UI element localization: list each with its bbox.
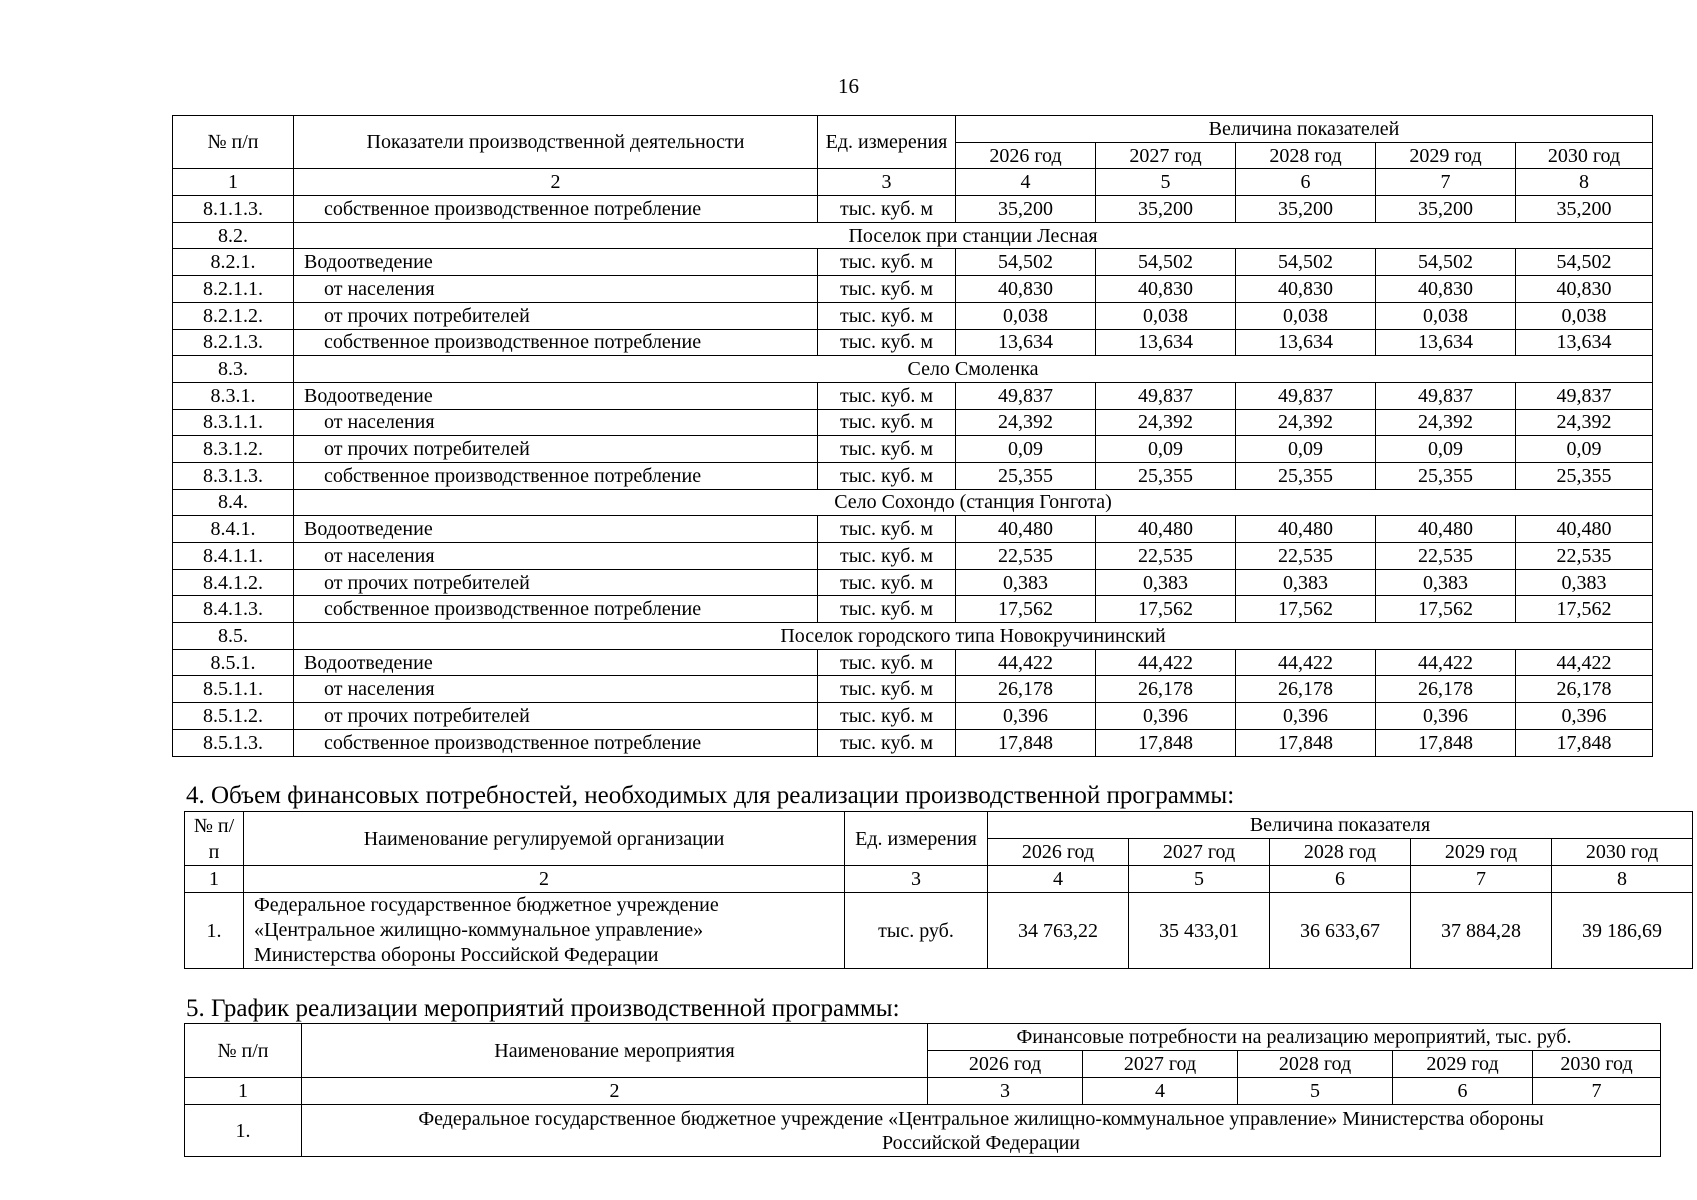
value-cell: 25,355 xyxy=(1096,462,1236,489)
header-year: 2026 год xyxy=(956,142,1096,169)
header-num: № п/п xyxy=(173,116,294,169)
indicator-name: Водоотведение xyxy=(294,649,818,676)
row-num: 8.4.1. xyxy=(173,516,294,543)
indicator-name: Водоотведение xyxy=(294,249,818,276)
indicator-name: от прочих потребителей xyxy=(294,569,818,596)
section-row xyxy=(173,356,1653,383)
value-cell: 40,480 xyxy=(956,516,1096,543)
value-cell: 54,502 xyxy=(1096,249,1236,276)
header-name: Наименование мероприятия xyxy=(302,1024,928,1078)
org-name-line: Федеральное государственное бюджетное учреждение xyxy=(254,894,719,916)
org-name-line: Министерства обороны Российской Федерации xyxy=(254,944,659,966)
row-num: 8.4.1.1. xyxy=(173,543,294,570)
value-cell: 40,480 xyxy=(1236,516,1376,543)
value-cell: 0,383 xyxy=(1376,569,1516,596)
header-year: 2027 год xyxy=(1096,142,1236,169)
value-cell: 54,502 xyxy=(1236,249,1376,276)
value-cell: 25,355 xyxy=(1236,462,1376,489)
col-number: 2 xyxy=(244,866,845,893)
row-num: 8.5. xyxy=(173,623,294,650)
data-row xyxy=(173,249,1653,276)
org-name-merged xyxy=(302,1105,1661,1157)
value-cell: 26,178 xyxy=(1376,676,1516,703)
header-year: 2030 год xyxy=(1533,1051,1661,1078)
value-cell: 22,535 xyxy=(1516,543,1653,570)
value-cell: 26,178 xyxy=(1096,676,1236,703)
value-cell: 49,837 xyxy=(1376,382,1516,409)
value-cell: 24,392 xyxy=(956,409,1096,436)
row-num: 8.5.1.3. xyxy=(173,729,294,756)
indicator-name: собственное производственное потребление xyxy=(294,596,818,623)
col-number: 1 xyxy=(185,1078,302,1105)
value-cell: 13,634 xyxy=(1516,329,1653,356)
value-cell: 0,09 xyxy=(1516,436,1653,463)
header-year: 2030 год xyxy=(1516,142,1653,169)
unit-cell: тыс. куб. м xyxy=(818,596,956,623)
indicator-name: от населения xyxy=(294,409,818,436)
data-row xyxy=(173,276,1653,303)
col-number: 5 xyxy=(1096,169,1236,196)
header-year: 2027 год xyxy=(1129,839,1270,866)
row-num: 1. xyxy=(185,893,244,969)
value-cell: 0,383 xyxy=(1516,569,1653,596)
value-cell: 40,480 xyxy=(1376,516,1516,543)
data-row xyxy=(173,382,1653,409)
value-cell: 25,355 xyxy=(1516,462,1653,489)
value-cell: 0,383 xyxy=(1096,569,1236,596)
value-cell: 39 186,69 xyxy=(1552,893,1693,969)
value-cell: 0,383 xyxy=(1236,569,1376,596)
header-year: 2029 год xyxy=(1411,839,1552,866)
header-num: № п/п xyxy=(185,812,244,866)
indicator-name: от прочих потребителей xyxy=(294,302,818,329)
col-number: 3 xyxy=(845,866,988,893)
header-year: 2028 год xyxy=(1270,839,1411,866)
financial-needs-table xyxy=(184,811,1693,969)
value-cell: 0,09 xyxy=(1376,436,1516,463)
value-cell: 13,634 xyxy=(1236,329,1376,356)
value-cell: 13,634 xyxy=(1096,329,1236,356)
value-cell: 26,178 xyxy=(1516,676,1653,703)
data-row xyxy=(173,436,1653,463)
data-row xyxy=(173,516,1653,543)
col-number: 6 xyxy=(1393,1078,1533,1105)
row-num: 8.5.1.1. xyxy=(173,676,294,703)
value-cell: 25,355 xyxy=(1376,462,1516,489)
row-num: 8.1.1.3. xyxy=(173,196,294,223)
data-row xyxy=(173,703,1653,730)
section-title: Поселок городского типа Новокручининский xyxy=(294,623,1653,650)
indicator-name: собственное производственное потребление xyxy=(294,329,818,356)
value-cell: 0,038 xyxy=(1236,302,1376,329)
unit-cell: тыс. куб. м xyxy=(818,703,956,730)
data-row xyxy=(173,676,1653,703)
row-num: 8.3. xyxy=(173,356,294,383)
indicator-name: от населения xyxy=(294,276,818,303)
unit-cell: тыс. руб. xyxy=(845,893,988,969)
value-cell: 40,830 xyxy=(956,276,1096,303)
org-name xyxy=(244,893,845,969)
value-cell: 0,396 xyxy=(956,703,1096,730)
row-num: 8.4.1.3. xyxy=(173,596,294,623)
header-group: Величина показателя xyxy=(988,812,1693,839)
indicator-name: собственное производственное потребление xyxy=(294,729,818,756)
value-cell: 40,830 xyxy=(1096,276,1236,303)
value-cell: 40,830 xyxy=(1236,276,1376,303)
col-number: 4 xyxy=(988,866,1129,893)
value-cell: 44,422 xyxy=(1096,649,1236,676)
unit-cell: тыс. куб. м xyxy=(818,516,956,543)
row-num: 8.4.1.2. xyxy=(173,569,294,596)
unit-cell: тыс. куб. м xyxy=(818,569,956,596)
col-number: 7 xyxy=(1411,866,1552,893)
org-name-line: «Центральное жилищно-коммунальное управление» xyxy=(254,919,704,941)
header-year: 2029 год xyxy=(1376,142,1516,169)
col-number: 8 xyxy=(1552,866,1693,893)
value-cell: 22,535 xyxy=(1376,543,1516,570)
col-number: 4 xyxy=(1083,1078,1238,1105)
col-number: 1 xyxy=(173,169,294,196)
row-num: 8.4. xyxy=(173,489,294,516)
header-year: 2028 год xyxy=(1236,142,1376,169)
value-cell: 54,502 xyxy=(1376,249,1516,276)
row-num: 8.2.1. xyxy=(173,249,294,276)
value-cell: 17,562 xyxy=(956,596,1096,623)
header-unit: Ед. измерения xyxy=(845,812,988,866)
value-cell: 13,634 xyxy=(956,329,1096,356)
section-row xyxy=(173,623,1653,650)
header-indicator: Показатели производственной деятельности xyxy=(294,116,818,169)
value-cell: 0,09 xyxy=(1096,436,1236,463)
indicator-name: от прочих потребителей xyxy=(294,436,818,463)
row-num: 8.2.1.1. xyxy=(173,276,294,303)
section-title: Село Смоленка xyxy=(294,356,1653,383)
col-number: 2 xyxy=(294,169,818,196)
col-number: 7 xyxy=(1376,169,1516,196)
value-cell: 36 633,67 xyxy=(1270,893,1411,969)
row-num: 8.3.1.2. xyxy=(173,436,294,463)
value-cell: 17,848 xyxy=(1516,729,1653,756)
data-row xyxy=(173,196,1653,223)
value-cell: 0,396 xyxy=(1096,703,1236,730)
section-5-title: 5. График реализации мероприятий производственной программы: xyxy=(186,995,900,1022)
unit-cell: тыс. куб. м xyxy=(818,462,956,489)
value-cell: 49,837 xyxy=(1096,382,1236,409)
value-cell: 40,830 xyxy=(1516,276,1653,303)
row-num: 8.3.1. xyxy=(173,382,294,409)
col-number: 8 xyxy=(1516,169,1653,196)
unit-cell: тыс. куб. м xyxy=(818,249,956,276)
value-cell: 24,392 xyxy=(1516,409,1653,436)
section-row xyxy=(173,222,1653,249)
section-row xyxy=(173,489,1653,516)
value-cell: 24,392 xyxy=(1236,409,1376,436)
value-cell: 34 763,22 xyxy=(988,893,1129,969)
row-num: 8.5.1.2. xyxy=(173,703,294,730)
data-row xyxy=(173,569,1653,596)
indicator-name: от населения xyxy=(294,543,818,570)
value-cell: 40,480 xyxy=(1516,516,1653,543)
header-year: 2028 год xyxy=(1238,1051,1393,1078)
value-cell: 22,535 xyxy=(956,543,1096,570)
value-cell: 40,480 xyxy=(1096,516,1236,543)
value-cell: 0,09 xyxy=(956,436,1096,463)
value-cell: 40,830 xyxy=(1376,276,1516,303)
section-title: Село Сохондо (станция Гонгота) xyxy=(294,489,1653,516)
col-number: 3 xyxy=(818,169,956,196)
schedule-table xyxy=(184,1023,1661,1157)
data-row xyxy=(173,329,1653,356)
value-cell: 0,396 xyxy=(1376,703,1516,730)
value-cell: 44,422 xyxy=(956,649,1096,676)
row-num: 8.5.1. xyxy=(173,649,294,676)
unit-cell: тыс. куб. м xyxy=(818,329,956,356)
row-num: 8.2.1.2. xyxy=(173,302,294,329)
value-cell: 17,848 xyxy=(1236,729,1376,756)
value-cell: 26,178 xyxy=(1236,676,1376,703)
col-number: 6 xyxy=(1236,169,1376,196)
value-cell: 35,200 xyxy=(956,196,1096,223)
row-num: 1. xyxy=(185,1105,302,1157)
indicator-name: Водоотведение xyxy=(294,516,818,543)
header-num: № п/п xyxy=(185,1024,302,1078)
indicator-name: собственное производственное потребление xyxy=(294,196,818,223)
unit-cell: тыс. куб. м xyxy=(818,729,956,756)
row-num: 8.3.1.1. xyxy=(173,409,294,436)
col-number: 2 xyxy=(302,1078,928,1105)
col-number: 5 xyxy=(1129,866,1270,893)
value-cell: 49,837 xyxy=(1236,382,1376,409)
header-year: 2030 год xyxy=(1552,839,1693,866)
value-cell: 49,837 xyxy=(1516,382,1653,409)
header-year: 2029 год xyxy=(1393,1051,1533,1078)
data-row xyxy=(173,649,1653,676)
header-year: 2026 год xyxy=(988,839,1129,866)
org-name-line: Федеральное государственное бюджетное учреждение «Центральное жилищно-коммунальное управление» Министерства обороны xyxy=(418,1107,1544,1130)
value-cell: 0,038 xyxy=(956,302,1096,329)
value-cell: 0,038 xyxy=(1376,302,1516,329)
unit-cell: тыс. куб. м xyxy=(818,196,956,223)
value-cell: 0,383 xyxy=(956,569,1096,596)
unit-cell: тыс. куб. м xyxy=(818,649,956,676)
value-cell: 13,634 xyxy=(1376,329,1516,356)
data-row xyxy=(173,543,1653,570)
header-org: Наименование регулируемой организации xyxy=(244,812,845,866)
production-indicators-table xyxy=(172,115,1653,757)
header-year: 2026 год xyxy=(928,1051,1083,1078)
value-cell: 35,200 xyxy=(1236,196,1376,223)
value-cell: 17,848 xyxy=(956,729,1096,756)
section-4-title: 4. Объем финансовых потребностей, необходимых для реализации производственной программы: xyxy=(186,782,1235,809)
value-cell: 35,200 xyxy=(1376,196,1516,223)
indicator-name: от населения xyxy=(294,676,818,703)
section-title: Поселок при станции Лесная xyxy=(294,222,1653,249)
unit-cell: тыс. куб. м xyxy=(818,276,956,303)
unit-cell: тыс. куб. м xyxy=(818,302,956,329)
value-cell: 35 433,01 xyxy=(1129,893,1270,969)
header-unit: Ед. измерения xyxy=(818,116,956,169)
header-group: Финансовые потребности на реализацию мероприятий, тыс. руб. xyxy=(928,1024,1661,1051)
value-cell: 17,562 xyxy=(1096,596,1236,623)
row-num: 8.3.1.3. xyxy=(173,462,294,489)
value-cell: 44,422 xyxy=(1236,649,1376,676)
value-cell: 17,848 xyxy=(1096,729,1236,756)
data-row xyxy=(173,462,1653,489)
unit-cell: тыс. куб. м xyxy=(818,436,956,463)
value-cell: 17,562 xyxy=(1376,596,1516,623)
page-number: 16 xyxy=(838,74,859,98)
value-cell: 0,09 xyxy=(1236,436,1376,463)
value-cell: 0,396 xyxy=(1516,703,1653,730)
org-name-line: Российской Федерации xyxy=(881,1131,1081,1154)
value-cell: 25,355 xyxy=(956,462,1096,489)
header-year: 2027 год xyxy=(1083,1051,1238,1078)
value-cell: 24,392 xyxy=(1096,409,1236,436)
indicator-name: Водоотведение xyxy=(294,382,818,409)
value-cell: 35,200 xyxy=(1096,196,1236,223)
unit-cell: тыс. куб. м xyxy=(818,409,956,436)
col-number: 5 xyxy=(1238,1078,1393,1105)
row-num: 8.2.1.3. xyxy=(173,329,294,356)
value-cell: 44,422 xyxy=(1516,649,1653,676)
value-cell: 37 884,28 xyxy=(1411,893,1552,969)
value-cell: 54,502 xyxy=(1516,249,1653,276)
unit-cell: тыс. куб. м xyxy=(818,676,956,703)
col-number: 6 xyxy=(1270,866,1411,893)
value-cell: 17,848 xyxy=(1376,729,1516,756)
col-number: 1 xyxy=(185,866,244,893)
value-cell: 17,562 xyxy=(1236,596,1376,623)
value-cell: 54,502 xyxy=(956,249,1096,276)
unit-cell: тыс. куб. м xyxy=(818,543,956,570)
value-cell: 24,392 xyxy=(1376,409,1516,436)
value-cell: 0,396 xyxy=(1236,703,1376,730)
value-cell: 0,038 xyxy=(1516,302,1653,329)
value-cell: 35,200 xyxy=(1516,196,1653,223)
value-cell: 0,038 xyxy=(1096,302,1236,329)
indicator-name: от прочих потребителей xyxy=(294,703,818,730)
col-number: 3 xyxy=(928,1078,1083,1105)
header-group: Величина показателей xyxy=(956,116,1653,143)
col-number: 4 xyxy=(956,169,1096,196)
value-cell: 26,178 xyxy=(956,676,1096,703)
value-cell: 17,562 xyxy=(1516,596,1653,623)
indicator-name: собственное производственное потребление xyxy=(294,462,818,489)
data-row xyxy=(173,596,1653,623)
data-row xyxy=(173,409,1653,436)
row-num: 8.2. xyxy=(173,222,294,249)
unit-cell: тыс. куб. м xyxy=(818,382,956,409)
data-row xyxy=(173,302,1653,329)
value-cell: 44,422 xyxy=(1376,649,1516,676)
value-cell: 49,837 xyxy=(956,382,1096,409)
value-cell: 22,535 xyxy=(1236,543,1376,570)
value-cell: 22,535 xyxy=(1096,543,1236,570)
col-number: 7 xyxy=(1533,1078,1661,1105)
data-row xyxy=(173,729,1653,756)
